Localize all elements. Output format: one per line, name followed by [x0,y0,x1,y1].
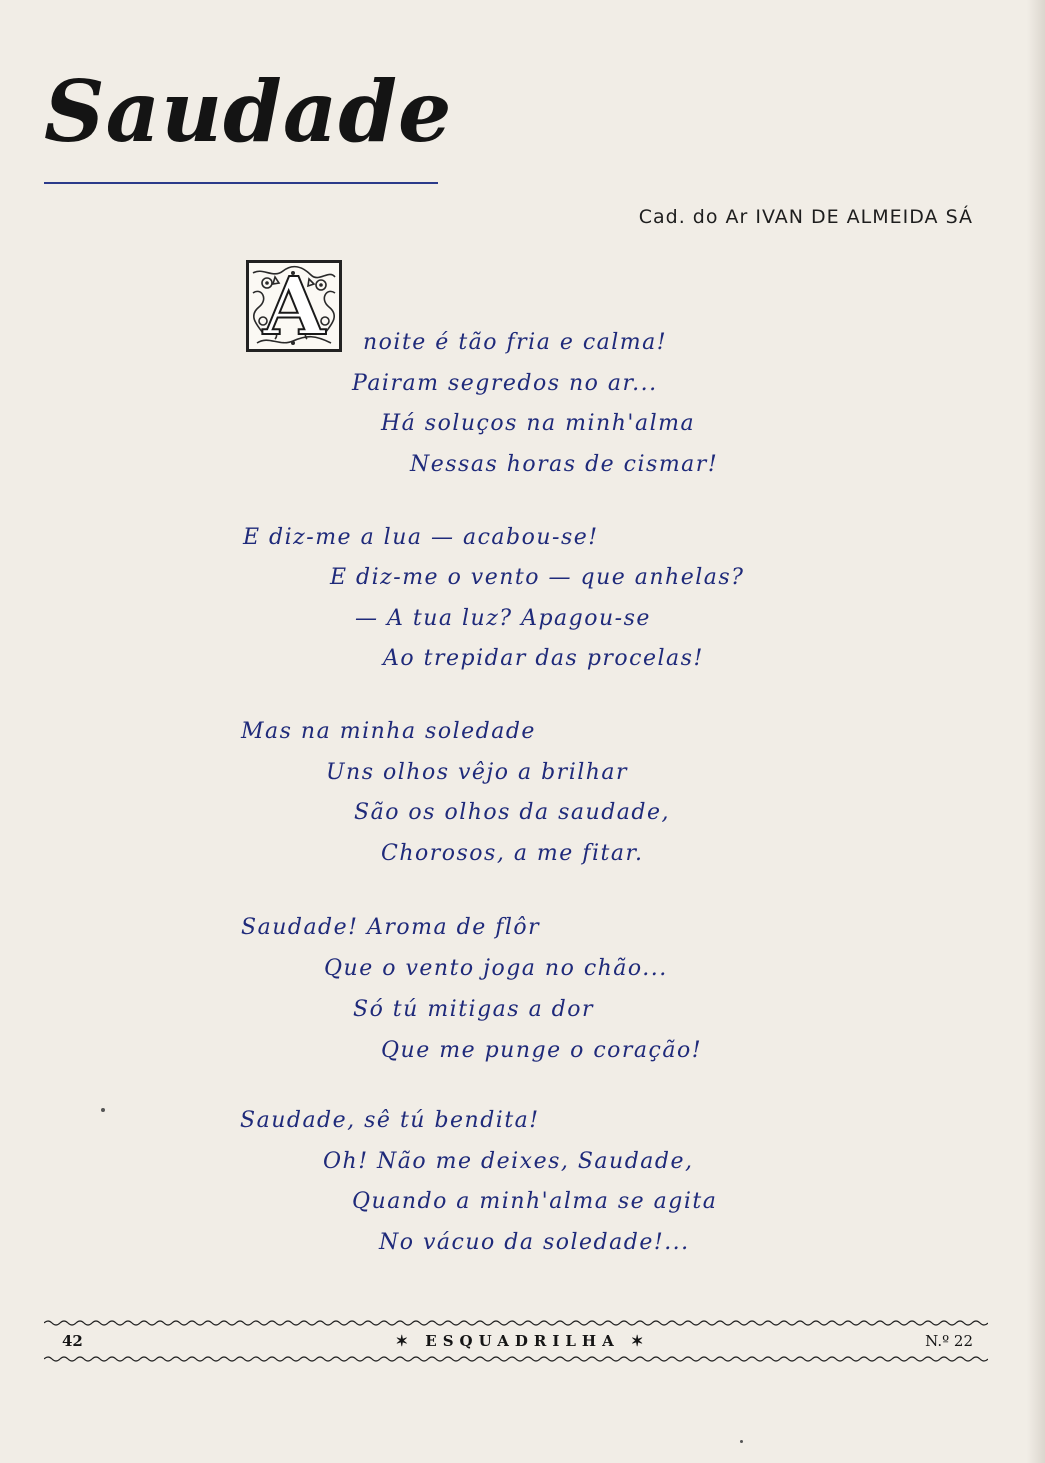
poem-line: Só tú mitigas a dor [353,997,595,1022]
page-number: 42 [62,1332,83,1350]
footer-bottom-wave-rule [44,1354,988,1364]
poem-line: Mas na minha soledade [241,719,536,744]
page-edge-shadow [1027,0,1045,1463]
poem-line: Quando a minh'alma se agita [352,1189,718,1214]
paper-speck [101,1108,105,1112]
poem-line: Nessas horas de cismar! [410,452,719,477]
issue-number: N.º 22 [925,1332,973,1350]
poem-line: No vácuo da soledade!... [379,1230,690,1255]
poem-line: E diz-me o vento — que anhelas? [330,565,745,590]
magazine-name: ✶ ESQUADRILHA ✶ [395,1332,650,1350]
poem-line: noite é tão fria e calma! [363,330,668,355]
poem-line: Que me punge o coração! [381,1038,703,1063]
footer-top-wave-rule [44,1318,988,1328]
author-byline: Cad. do Ar IVAN DE ALMEIDA SÁ [638,206,973,228]
poem-line: Pairam segredos no ar... [352,371,658,396]
paper-speck [740,1440,743,1443]
poem-line: Saudade, sê tú bendita! [240,1108,540,1133]
poem-line: E diz-me a lua — acabou-se! [243,525,599,550]
poem-line: Chorosos, a me fitar. [381,841,644,866]
poem-line: — A tua luz? Apagou-se [355,606,651,631]
poem-line: Oh! Não me deixes, Saudade, [323,1149,694,1174]
poem-line: Ao trepidar das procelas! [383,646,704,671]
title-underline [44,182,438,184]
poem-line: Que o vento joga no chão... [324,956,668,981]
poem-line: Uns olhos vêjo a brilhar [326,760,629,785]
drop-cap-letter: A [262,260,326,352]
poem-line: Há soluços na minh'alma [381,411,696,436]
poem-line: Saudade! Aroma de flôr [241,915,541,940]
poem-line: São os olhos da saudade, [354,800,670,825]
ornamental-drop-cap [246,260,342,352]
poem-title: Saudade [44,62,453,161]
